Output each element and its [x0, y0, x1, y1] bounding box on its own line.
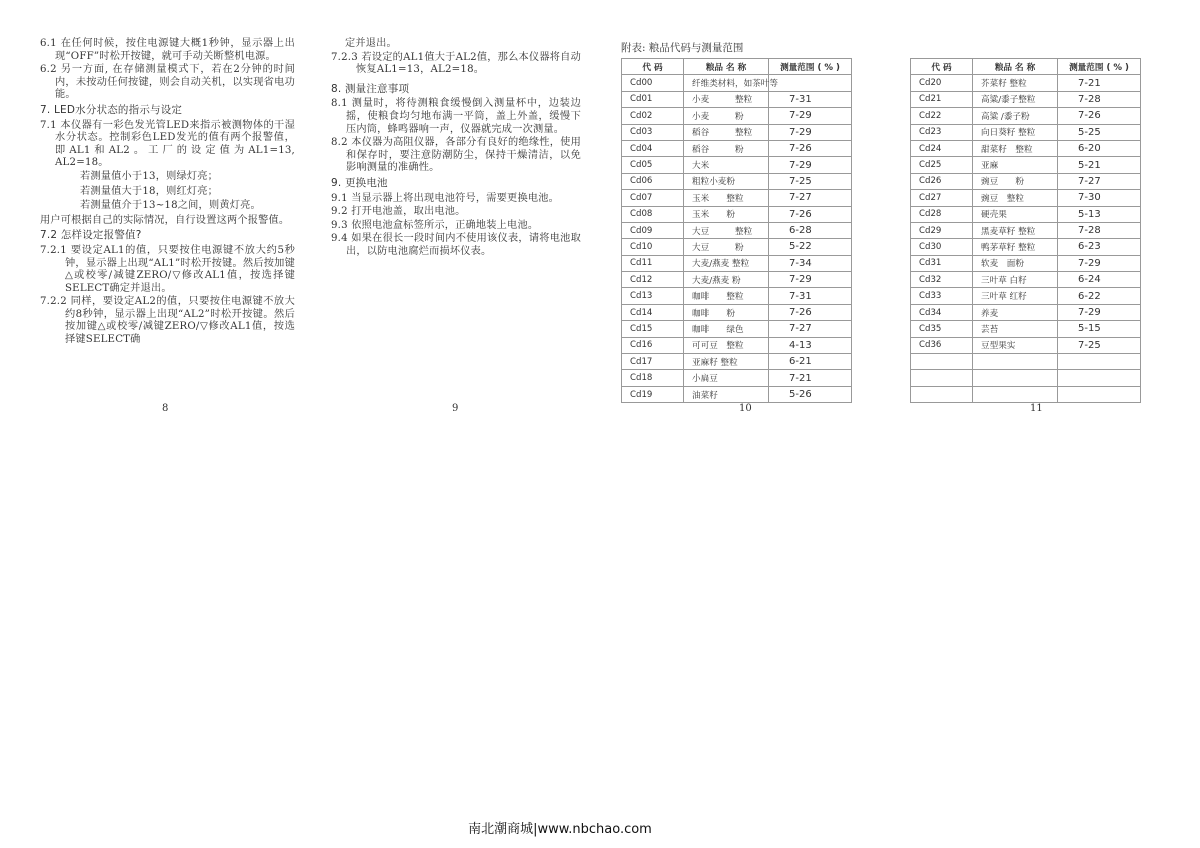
- range-cell: 6-23: [1058, 239, 1141, 255]
- code-cell: Cd08: [622, 206, 684, 222]
- name-cell: [973, 370, 1058, 386]
- range-cell: 7-29: [769, 124, 852, 140]
- code-cell: Cd34: [911, 304, 973, 320]
- code-cell: Cd01: [622, 91, 684, 107]
- range-cell: 6-21: [769, 354, 852, 370]
- section-7-1-note: 用户可根据自己的实际情况，自行设置这两个报警值。: [40, 214, 290, 226]
- code-cell: Cd12: [622, 272, 684, 288]
- table-row: [622, 304, 852, 320]
- table-row: [911, 272, 1141, 288]
- code-cell: Cd07: [622, 190, 684, 206]
- table-row: [911, 91, 1141, 107]
- range-cell: 7-25: [1058, 337, 1141, 353]
- range-cell: 7-27: [769, 190, 852, 206]
- range-cell: 7-21: [1058, 75, 1141, 91]
- code-cell: Cd17: [622, 354, 684, 370]
- code-cell: Cd15: [622, 321, 684, 337]
- code-header: 代 码: [622, 59, 684, 75]
- name-cell: 向日葵籽 整粒: [973, 124, 1058, 140]
- range-cell: [1058, 354, 1141, 370]
- code-cell: [911, 386, 973, 402]
- code-cell: Cd31: [911, 255, 973, 271]
- range-cell: 5-21: [1058, 157, 1141, 173]
- range-cell: 7-29: [1058, 304, 1141, 320]
- name-cell: 高粱/黍子整粒: [973, 91, 1058, 107]
- code-cell: Cd10: [622, 239, 684, 255]
- code-cell: Cd03: [622, 124, 684, 140]
- range-cell: 6-22: [1058, 288, 1141, 304]
- code-cell: Cd06: [622, 173, 684, 189]
- table-row: [911, 337, 1141, 353]
- condition-red: 若测量值大于18，则红灯亮；: [80, 185, 219, 197]
- table-row: [911, 190, 1141, 206]
- code-cell: Cd04: [622, 140, 684, 156]
- table-row: [911, 108, 1141, 124]
- table-row: [622, 222, 852, 238]
- name-cell: 豌豆 整粒: [973, 190, 1058, 206]
- code-cell: [911, 370, 973, 386]
- name-cell: 豆型果实: [973, 337, 1058, 353]
- table-row: [622, 173, 852, 189]
- section-7-2-2: 7.2.2 同样，要设定AL2的值，只要按住电源键不放大约8秒钟，显示器上出现“AL2”时松开按键。然后按加键△或校零/减键ZERO/▽修改AL1值，按选择键SELECT确: [40, 296, 295, 346]
- grain-code-table-2: [910, 58, 1141, 403]
- heading-7-2: 7.2 怎样设定报警值?: [40, 229, 142, 242]
- range-cell: 7-26: [769, 140, 852, 156]
- range-cell: 7-27: [769, 321, 852, 337]
- range-cell: 6-28: [769, 222, 852, 238]
- table-row: [622, 108, 852, 124]
- code-cell: Cd28: [911, 206, 973, 222]
- table-row: [622, 91, 852, 107]
- name-cell: 软麦 面粉: [973, 255, 1058, 271]
- name-cell: 纤维类材料，如茶叶等: [684, 75, 769, 91]
- section-9-2: 9.2 打开电池盖，取出电池。: [331, 206, 466, 218]
- name-header: 粮品 名 称: [684, 59, 769, 75]
- table-row: [911, 239, 1141, 255]
- range-cell: 7-28: [1058, 222, 1141, 238]
- code-cell: Cd11: [622, 255, 684, 271]
- name-cell: 油菜籽: [684, 386, 769, 402]
- table-row: [622, 321, 852, 337]
- name-cell: 豌豆 粉: [973, 173, 1058, 189]
- name-cell: 小扁豆: [684, 370, 769, 386]
- section-9-3: 9.3 依照电池盒标签所示，正确地装上电池。: [331, 219, 539, 231]
- table-row: [911, 255, 1141, 271]
- name-cell: [973, 354, 1058, 370]
- table-row: [622, 288, 852, 304]
- range-cell: 7-30: [1058, 190, 1141, 206]
- continued-text: 定并退出。: [345, 38, 397, 49]
- range-cell: [1058, 386, 1141, 402]
- table-row: [622, 272, 852, 288]
- range-cell: 7-27: [1058, 173, 1141, 189]
- name-cell: 小麦 整粒: [684, 91, 769, 107]
- table-row: [622, 255, 852, 271]
- page-number-9: 9: [452, 403, 459, 414]
- condition-yellow: 若测量值介于13~18之间，则黄灯亮。: [80, 200, 261, 212]
- name-cell: 大麦/燕麦 整粒: [684, 255, 769, 271]
- name-cell: 大麦/燕麦 粉: [684, 272, 769, 288]
- heading-7: 7. LED水分状态的指示与设定: [40, 103, 183, 116]
- range-header: 测量范围 ( % ): [769, 59, 852, 75]
- range-cell: 5-25: [1058, 124, 1141, 140]
- code-cell: Cd19: [622, 386, 684, 402]
- range-cell: [769, 75, 852, 91]
- name-cell: 三叶草 白籽: [973, 272, 1058, 288]
- table-row: [911, 304, 1141, 320]
- table-row: [622, 75, 852, 91]
- name-cell: 硬壳果: [973, 206, 1058, 222]
- code-cell: Cd32: [911, 272, 973, 288]
- table-header-row: [911, 59, 1141, 75]
- section-6-2: 6.2 另一方面, 在存储测量模式下，若在2分钟的时间内，未按动任何按键，则会自动关机，以实现省电功能。: [40, 64, 295, 101]
- table-row: [622, 206, 852, 222]
- table-row: [622, 239, 852, 255]
- code-cell: Cd09: [622, 222, 684, 238]
- name-cell: 大米: [684, 157, 769, 173]
- range-cell: 7-31: [769, 91, 852, 107]
- table-row: [622, 124, 852, 140]
- code-cell: Cd02: [622, 108, 684, 124]
- page-9-column: [331, 38, 581, 260]
- name-cell: 养麦: [973, 304, 1058, 320]
- range-cell: 7-31: [769, 288, 852, 304]
- code-cell: [911, 354, 973, 370]
- code-cell: Cd26: [911, 173, 973, 189]
- table-row: [911, 321, 1141, 337]
- code-cell: Cd35: [911, 321, 973, 337]
- table-row: [622, 386, 852, 402]
- name-cell: 鸭茅草籽 整粒: [973, 239, 1058, 255]
- range-cell: 7-34: [769, 255, 852, 271]
- section-9-4: 9.4 如果在很长一段时间内不使用该仪表，请将电池取出，以防电池腐烂而损坏仪表。: [331, 233, 581, 257]
- range-header: 测量范围 ( % ): [1058, 59, 1141, 75]
- section-8-1: 8.1 测量时，将待测粮食缓慢倒入测量杯中，边装边摇，使粮食均匀地布满一平筒，盖上外盖，缓慢下压内筒，蜂鸣器响一声，仪器就完成一次测量。: [331, 98, 581, 135]
- code-cell: Cd05: [622, 157, 684, 173]
- code-cell: Cd14: [622, 304, 684, 320]
- name-header: 粮品 名 称: [973, 59, 1058, 75]
- code-cell: Cd30: [911, 239, 973, 255]
- range-cell: 7-29: [769, 272, 852, 288]
- range-cell: 7-25: [769, 173, 852, 189]
- table-header-row: [622, 59, 852, 75]
- table-row: [911, 386, 1141, 402]
- name-cell: [973, 386, 1058, 402]
- page-8-column: [40, 38, 295, 348]
- name-cell: 亚麻籽 整粒: [684, 354, 769, 370]
- code-cell: Cd20: [911, 75, 973, 91]
- code-cell: Cd36: [911, 337, 973, 353]
- range-cell: 7-26: [1058, 108, 1141, 124]
- table-row: [911, 206, 1141, 222]
- code-header: 代 码: [911, 59, 973, 75]
- range-cell: [1058, 370, 1141, 386]
- code-cell: Cd16: [622, 337, 684, 353]
- name-cell: 小麦 粉: [684, 108, 769, 124]
- table-row: [911, 75, 1141, 91]
- table-row: [911, 370, 1141, 386]
- name-cell: 大豆 粉: [684, 239, 769, 255]
- table-row: [911, 157, 1141, 173]
- code-cell: Cd29: [911, 222, 973, 238]
- table-row: [622, 354, 852, 370]
- range-cell: 7-21: [769, 370, 852, 386]
- section-7-2-1: 7.2.1 要设定AL1的值，只要按住电源键不放大约5秒钟，显示器上出现“AL1”时松开按键。然后按加键△或校零/减键ZERO/▽修改AL1值，按选择键SELECT确定并退出。: [40, 244, 295, 294]
- table-row: [911, 140, 1141, 156]
- footer-watermark: 南北潮商城|www.nbchao.com: [468, 822, 652, 837]
- name-cell: 稻谷 粉: [684, 140, 769, 156]
- range-cell: 6-24: [1058, 272, 1141, 288]
- name-cell: 大豆 整粒: [684, 222, 769, 238]
- condition-green: 若测量值小于13，则绿灯亮；: [80, 170, 219, 182]
- name-cell: 咖啡 绿色: [684, 321, 769, 337]
- range-cell: 5-26: [769, 386, 852, 402]
- code-cell: Cd18: [622, 370, 684, 386]
- name-cell: 稻谷 整粒: [684, 124, 769, 140]
- code-cell: Cd13: [622, 288, 684, 304]
- heading-8: 8. 测量注意事项: [331, 82, 410, 95]
- table-row: [911, 173, 1141, 189]
- name-cell: 亚麻: [973, 157, 1058, 173]
- section-9-1: 9.1 当显示器上将出现电池符号，需要更换电池。: [331, 192, 559, 204]
- range-cell: 7-29: [769, 157, 852, 173]
- page-number-8: 8: [162, 403, 169, 414]
- name-cell: 黑麦草籽 整粒: [973, 222, 1058, 238]
- range-cell: 7-29: [1058, 255, 1141, 271]
- name-cell: 可可豆 整粒: [684, 337, 769, 353]
- page-number-11: 11: [1030, 403, 1043, 414]
- name-cell: 芥菜籽 整粒: [973, 75, 1058, 91]
- name-cell: 咖啡 粉: [684, 304, 769, 320]
- code-cell: Cd23: [911, 124, 973, 140]
- table-row: [911, 288, 1141, 304]
- code-cell: Cd33: [911, 288, 973, 304]
- section-6-1: 6.1 在任何时候，按住电源键大概1秒钟，显示器上出现“OFF”时松开按键，就可手动关断整机电源。: [40, 38, 295, 62]
- code-cell: Cd27: [911, 190, 973, 206]
- table-row: [911, 222, 1141, 238]
- range-cell: 7-26: [769, 206, 852, 222]
- code-cell: Cd25: [911, 157, 973, 173]
- range-cell: 7-29: [769, 108, 852, 124]
- name-cell: 三叶草 红籽: [973, 288, 1058, 304]
- name-cell: 高粱 /黍子粉: [973, 108, 1058, 124]
- range-cell: 5-15: [1058, 321, 1141, 337]
- heading-9: 9. 更换电池: [331, 176, 388, 189]
- code-cell: Cd00: [622, 75, 684, 91]
- name-cell: 甜菜籽 整粒: [973, 140, 1058, 156]
- name-cell: 咖啡 整粒: [684, 288, 769, 304]
- section-8-2: 8.2 本仪器为高阻仪器，各部分有良好的绝缘性，使用和保存时，要注意防潮防尘，保持干燥清洁，以免影响测量的准确性。: [331, 137, 581, 174]
- range-cell: 5-22: [769, 239, 852, 255]
- page-number-10: 10: [739, 403, 752, 414]
- range-cell: 7-28: [1058, 91, 1141, 107]
- table-row: [911, 354, 1141, 370]
- table-row: [622, 140, 852, 156]
- name-cell: 芸苔: [973, 321, 1058, 337]
- name-cell: 玉米 整粒: [684, 190, 769, 206]
- code-cell: Cd21: [911, 91, 973, 107]
- appendix-title: 附表: 粮品代码与测量范围: [621, 42, 744, 54]
- table-row: [622, 370, 852, 386]
- range-cell: 5-13: [1058, 206, 1141, 222]
- range-cell: 6-20: [1058, 140, 1141, 156]
- table-row: [622, 157, 852, 173]
- section-7-2-3: 7.2.3 若设定的AL1值大于AL2值，那么本仪器将自动恢复AL1=13，AL2=18。: [331, 51, 581, 76]
- code-cell: Cd22: [911, 108, 973, 124]
- range-cell: 7-26: [769, 304, 852, 320]
- code-cell: Cd24: [911, 140, 973, 156]
- grain-code-table-1: [621, 58, 852, 403]
- name-cell: 玉米 粉: [684, 206, 769, 222]
- section-7-1: 7.1 本仪器有一彩色发光管LED来指示被测物体的干湿水分状态。控制彩色LED发光的值有两个报警值，即AL1和AL2。工厂的设定值为AL1=13, AL2=18。: [40, 119, 295, 169]
- table-row: [911, 124, 1141, 140]
- table-row: [622, 190, 852, 206]
- range-cell: 4-13: [769, 337, 852, 353]
- table-row: [622, 337, 852, 353]
- name-cell: 粗粒小麦粉: [684, 173, 769, 189]
